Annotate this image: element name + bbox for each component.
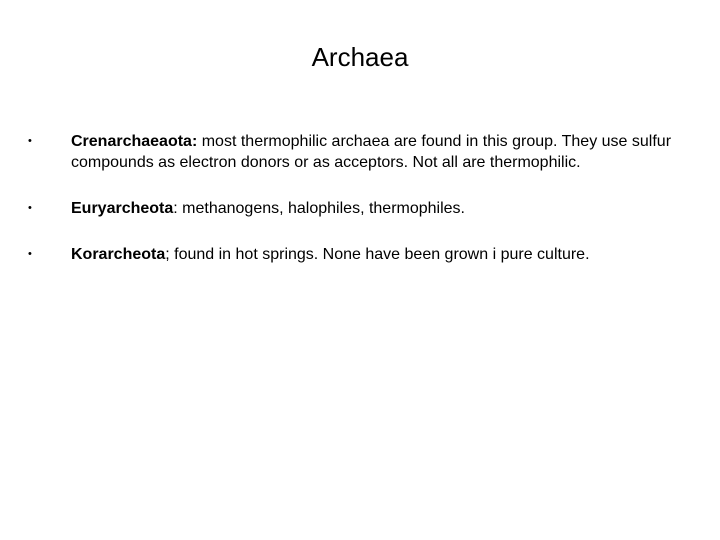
bullet-icon: • [28, 248, 32, 260]
bullet-item-korarcheota [28, 244, 678, 265]
bullet-text: ; found in hot springs. None have been grown i pure culture. [165, 246, 590, 263]
bullet-term: Korarcheota [71, 246, 166, 263]
slide-title: Archaea [311, 42, 409, 72]
bullet-text: most thermophilic archaea are found in this group. They use sulfur compounds as electron donors or as acceptors. Not all are thermophilic. [71, 133, 672, 171]
bullet-term: Crenarchaeaota: [71, 133, 198, 150]
bullet-text: : methanogens, halophiles, thermophiles. [173, 200, 465, 217]
bullet-icon: • [28, 202, 32, 214]
bullet-item-crenarchaeaota [28, 131, 678, 173]
bullet-item-euryarcheota [28, 198, 678, 219]
bullet-list [28, 131, 678, 290]
bullet-icon: • [28, 135, 32, 147]
bullet-term: Euryarcheota [71, 200, 174, 217]
